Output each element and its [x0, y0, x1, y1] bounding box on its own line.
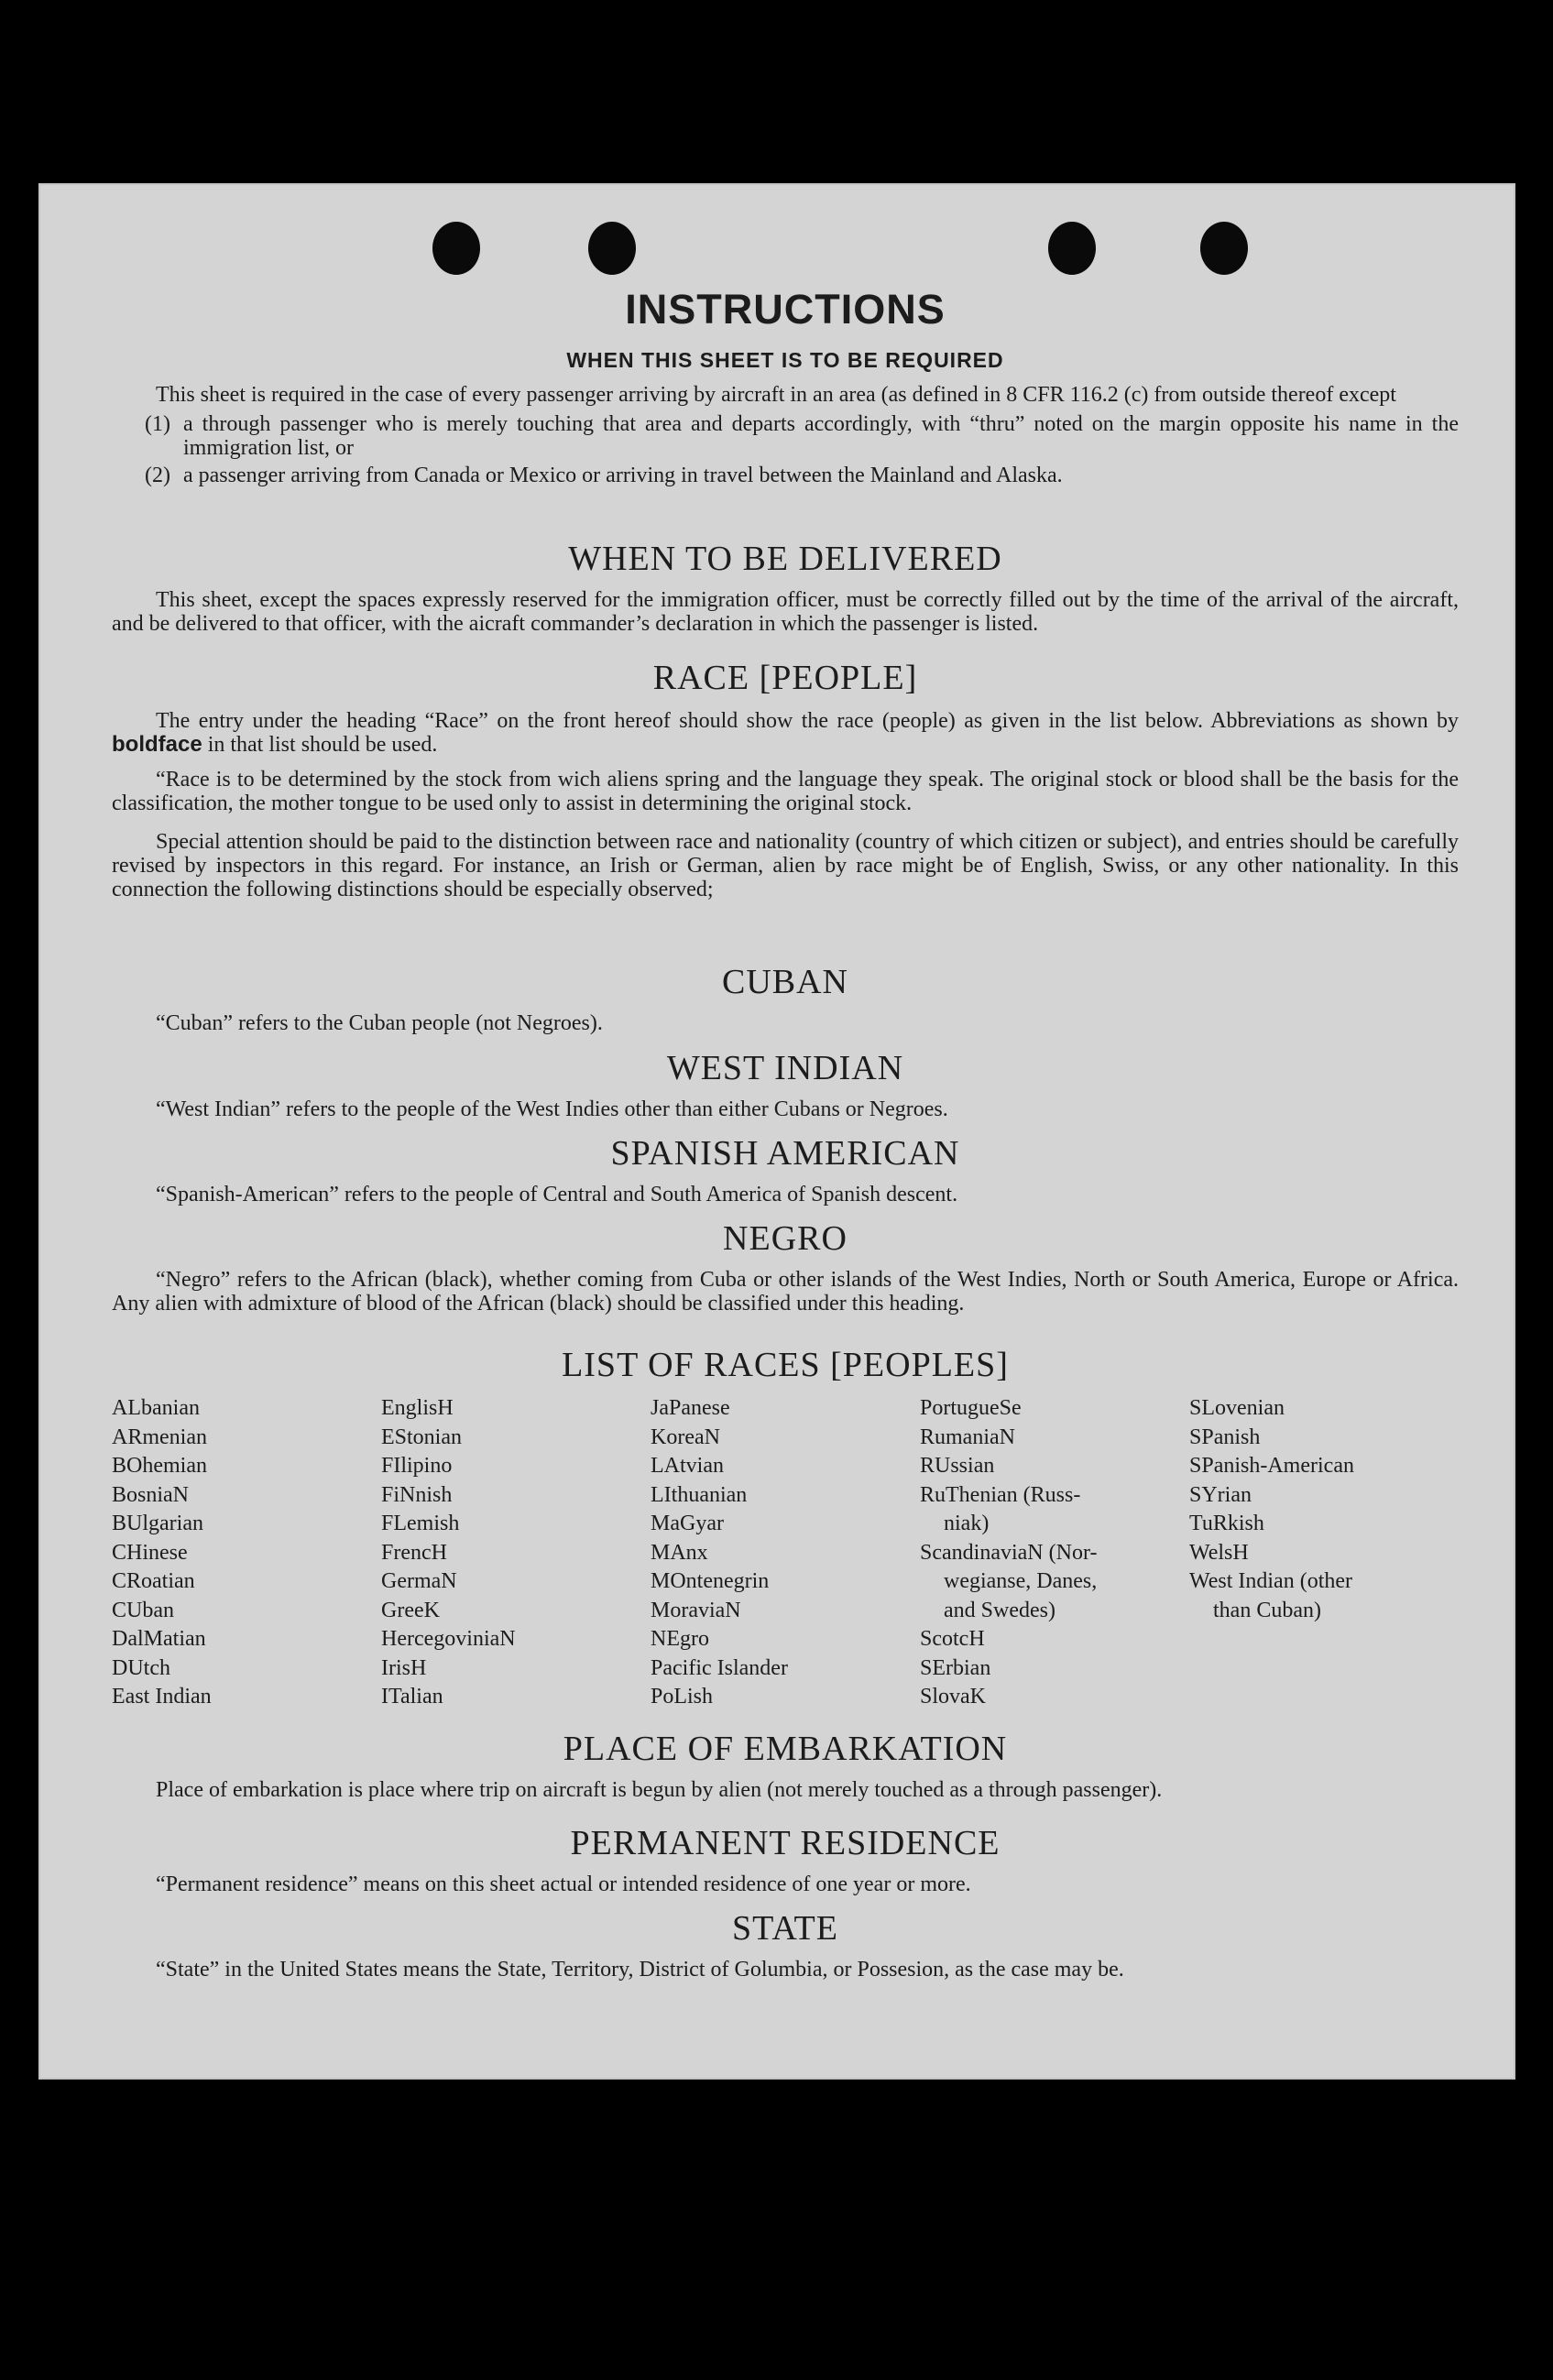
race-item: RUssian — [920, 1454, 995, 1478]
exception-text: a passenger arriving from Canada or Mexico or arriving in travel between the Mainland and Alaska. — [183, 464, 1063, 487]
race-item: BosniaN — [112, 1482, 189, 1507]
race-item: EStonian — [381, 1425, 462, 1449]
state-section — [112, 1908, 1459, 1982]
embarkation-section — [112, 1729, 1459, 1802]
race-item: MAnx — [651, 1540, 708, 1565]
exception-text: a through passenger who is merely touching that area and departs accordingly, with “thru” noted on the margin opposite his name in the immigration list, or — [183, 412, 1459, 460]
exception-item — [112, 412, 1459, 460]
races-column — [1189, 1394, 1459, 1712]
race-item: IrisH — [381, 1655, 427, 1680]
race-item: SYrian — [1189, 1482, 1252, 1507]
race-item: ScandinaviaN (Nor- — [920, 1540, 1098, 1565]
race-item: DalMatian — [112, 1627, 206, 1651]
race-item: KoreaN — [651, 1425, 720, 1449]
race-item: PoLish — [651, 1685, 714, 1709]
document-page — [38, 183, 1515, 2080]
section-heading: PERMANENT RESIDENCE — [570, 1824, 1001, 1862]
race-item: Pacific Islander — [651, 1655, 788, 1680]
race-item: TuRkish — [1189, 1512, 1264, 1535]
race-item: SPanish — [1189, 1425, 1261, 1449]
race-paragraph-2: “Race is to be determined by the stock from wich aliens spring and the language they speak. The original stock or blood shall be the basis for the classification, the mother tongue to be used only to assist in determining the original stock. — [112, 768, 1459, 815]
race-paragraph-1 — [112, 709, 1459, 757]
section-heading: WHEN TO BE DELIVERED — [568, 540, 1002, 578]
race-item: LAtvian — [651, 1454, 724, 1478]
races-column — [112, 1394, 381, 1712]
race-item-continued: than Cuban) — [1213, 1598, 1321, 1622]
section-heading: LIST OF RACES [PEOPLES] — [562, 1346, 1009, 1384]
race-item-continued: and Swedes) — [944, 1598, 1055, 1622]
section-text: “Cuban” refers to the Cuban people (not Negroes). — [156, 1011, 603, 1035]
section-text: “State” in the United States means the State, Territory, District of Golumbia, or Possesion, as the case may be. — [156, 1958, 1124, 1982]
punch-hole — [588, 222, 636, 275]
race-item: FIlipino — [381, 1454, 453, 1478]
race-item: ScotcH — [920, 1627, 985, 1651]
race-item: BUlgarian — [112, 1512, 203, 1535]
race-item: LIthuanian — [651, 1482, 748, 1507]
race-item: RumaniaN — [920, 1425, 1015, 1449]
race-item: SErbian — [920, 1655, 991, 1680]
race-paragraph-3: Special attention should be paid to the distinction between race and nationality (country of which citizen or subject), and entries should be carefully revised by inspectors in this regard. For instance, an Irish or German, alien by race might be of English, Swiss, or any other nationality. In this connection the following distinctions should be especially observed; — [112, 830, 1459, 901]
race-item: FrencH — [381, 1540, 447, 1565]
race-item: MaGyar — [651, 1512, 724, 1535]
exception-number: (1) — [145, 412, 170, 436]
intro-section — [112, 383, 1459, 487]
race-item: RuThenian (Russ- — [920, 1482, 1081, 1507]
race-item: ARmenian — [112, 1425, 207, 1449]
spanish-american-section — [112, 1133, 1459, 1206]
race-item: NEgro — [651, 1627, 709, 1651]
races-column — [651, 1394, 920, 1712]
race-section — [112, 658, 1459, 901]
exception-number: (2) — [145, 464, 170, 487]
race-item: SLovenian — [1189, 1396, 1285, 1420]
race-item: EnglisH — [381, 1396, 454, 1420]
race-text-part: The entry under the heading “Race” on the front hereof should show the race (people) as given in the list below. Abbreviations as shown by — [156, 709, 1459, 733]
section-heading: NEGRO — [723, 1219, 848, 1258]
section-heading: STATE — [732, 1909, 838, 1948]
race-item: SPanish-American — [1189, 1454, 1354, 1478]
punch-hole — [432, 222, 480, 275]
race-text-part: in that list should be used. — [202, 733, 438, 757]
residence-section — [112, 1823, 1459, 1896]
race-item: JaPanese — [651, 1396, 730, 1420]
race-item: MOntenegrin — [651, 1569, 770, 1593]
negro-section — [112, 1218, 1459, 1316]
cuban-section — [112, 962, 1459, 1035]
races-table — [112, 1394, 1459, 1712]
section-text: “West Indian” refers to the people of the West Indies other than either Cubans or Negroes. — [156, 1097, 948, 1121]
races-column — [381, 1394, 651, 1712]
section-heading: PLACE OF EMBARKATION — [563, 1730, 1008, 1768]
race-item: BOhemian — [112, 1454, 207, 1478]
section-heading: SPANISH AMERICAN — [610, 1134, 960, 1173]
race-item: ITalian — [381, 1685, 443, 1709]
race-item: East Indian — [112, 1685, 212, 1709]
section-text: Place of embarkation is place where trip on aircraft is begun by alien (not merely touched as a through passenger). — [156, 1778, 1163, 1802]
race-item: West Indian (other — [1189, 1569, 1353, 1593]
race-item-continued: wegianse, Danes, — [944, 1569, 1098, 1593]
race-item: DUtch — [112, 1655, 170, 1680]
section-text: “Negro” refers to the African (black), whether coming from Cuba or other islands of the West Indies, North or South America, Europe or Africa. Any alien with admixture of blood of the African (black) should be classified under this heading. — [112, 1268, 1459, 1316]
races-column — [920, 1394, 1189, 1712]
race-item: FiNnish — [381, 1482, 453, 1507]
section-heading: RACE [PEOPLE] — [652, 659, 918, 697]
page-subtitle: WHEN THIS SHEET IS TO BE REQUIRED — [566, 348, 1004, 372]
race-item: ALbanian — [112, 1396, 200, 1420]
race-item: CHinese — [112, 1540, 188, 1565]
intro-text: This sheet is required in the case of every passenger arriving by aircraft in an area (as defined in 8 CFR 116.2 (c) from outside thereof except — [156, 383, 1396, 407]
section-text: “Permanent residence” means on this sheet actual or intended residence of one year or more. — [156, 1872, 971, 1896]
exception-item — [112, 464, 1459, 487]
race-item: HercegoviniaN — [381, 1627, 516, 1651]
section-heading: WEST INDIAN — [666, 1049, 904, 1087]
race-item: FLemish — [381, 1512, 460, 1535]
race-item: GermaN — [381, 1569, 457, 1593]
punch-hole — [1200, 222, 1248, 275]
section-text: This sheet, except the spaces expressly reserved for the immigration officer, must be correctly filled out by the time of the arrival of the aircraft, and be delivered to that officer, with the aicraft commander’s declaration in which the passenger is listed. — [112, 588, 1459, 636]
section-heading: CUBAN — [721, 963, 849, 1001]
boldface-word: boldface — [112, 732, 202, 757]
race-item: CRoatian — [112, 1569, 195, 1593]
page-title: INSTRUCTIONS — [625, 286, 946, 333]
race-item-continued: niak) — [944, 1512, 990, 1535]
west-indian-section — [112, 1048, 1459, 1121]
race-item: WelsH — [1189, 1540, 1249, 1565]
section-text: “Spanish-American” refers to the people of Central and South America of Spanish descent. — [156, 1183, 958, 1206]
punch-hole — [1048, 222, 1096, 275]
race-item: GreeK — [381, 1598, 440, 1622]
delivered-section — [112, 539, 1459, 636]
races-list-section — [112, 1345, 1459, 1712]
race-item: PortugueSe — [920, 1396, 1022, 1420]
race-item: SlovaK — [920, 1685, 986, 1709]
race-item: CUban — [112, 1598, 174, 1622]
race-item: MoraviaN — [651, 1598, 741, 1622]
